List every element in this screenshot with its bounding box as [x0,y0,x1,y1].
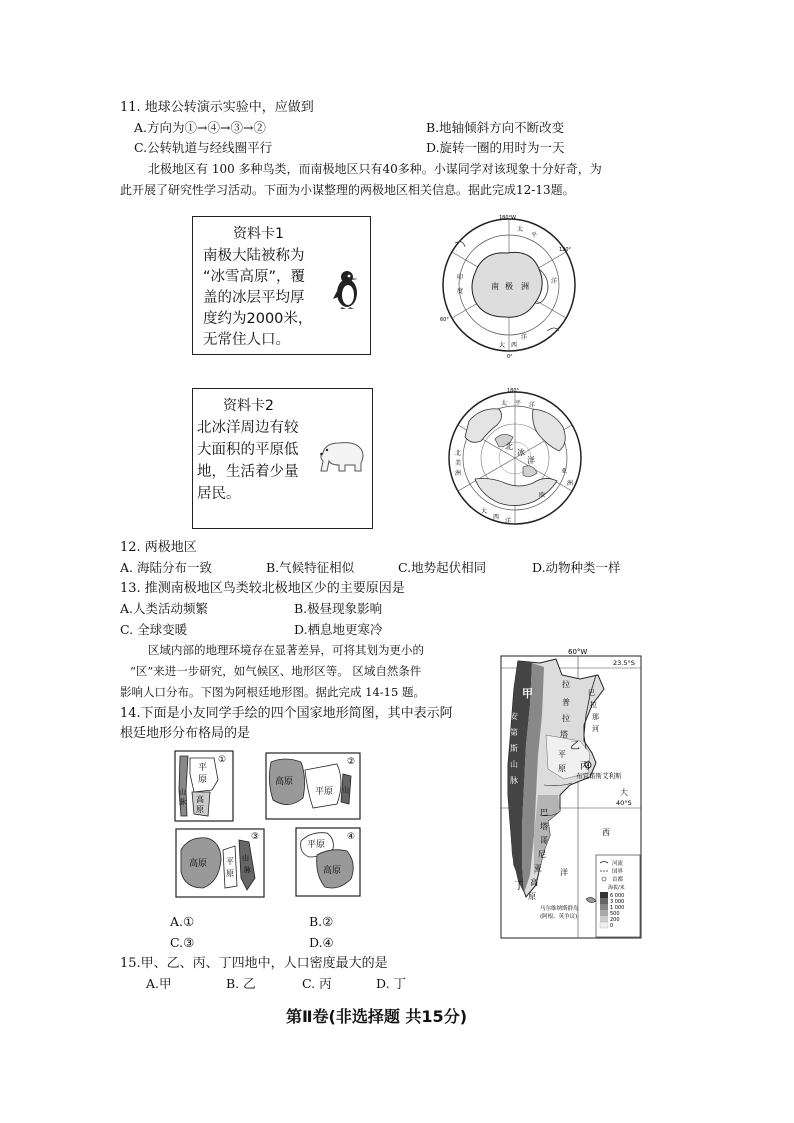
map-label: 60° [440,317,449,323]
q11-option-d: D.旋转一圈的用时为一天 [426,140,565,155]
card1-title: 资料卡1 [233,226,284,242]
card2-line: 大面积的平原低 [197,442,299,458]
place-label: 安 [510,712,518,721]
q12-stem: 12. 两极地区 [120,540,197,555]
map-label: 北 [505,442,513,451]
place-label: 哥 [540,836,548,845]
q15-option-a: A.甲 [146,976,172,991]
legend-elev: 3 000 [610,899,625,905]
intro-14-15-line2: “区”来进一步研究，如气候区、地形区等。 区域自然条件 [130,664,422,678]
legend-elev: 0 [610,923,614,929]
q14-option-a: A.① [170,914,195,929]
sketch-3 [175,828,265,898]
q14-option-d: D.④ [309,935,334,950]
place-label: 原 [528,892,536,901]
map-label: 洋 [527,456,535,465]
q11-option-a: A.方向为①→④→③→② [134,120,266,135]
sketch-label: 高原 [275,777,294,787]
penguin-icon [331,269,363,309]
map-label: 太 [517,226,524,233]
q14-stem-line1: 14.下面是小友同学手绘的四个国家地形简图，其中表示阿 [120,706,453,721]
map-label: 亚 [561,468,568,475]
legend-elev: 1 000 [610,905,625,911]
card1-line: 盖的冰层平均厚 [203,290,305,306]
sketch-number: ③ [251,832,260,842]
q13-stem: 13. 推测南极地区鸟类较北极地区少的主要原因是 [120,581,405,596]
map-label: 洲 [455,470,462,477]
sketch-label: 原 [198,775,208,785]
section-2-heading: 第Ⅱ卷(非选择题 共15分) [286,1007,468,1026]
map-label: 欧 [539,492,546,499]
intro-12-13-line2: 此开展了研究性学习活动。下面为小谋整理的两极地区相关信息。据此完成12-13题。 [120,183,575,197]
q13-option-a: A.人类活动频繁 [120,601,209,616]
region-label-bing: 丙 [580,761,590,772]
region-label-ding: 丁 [514,881,524,892]
sketch-label: 山 [179,788,186,796]
card1-line: 无常住人口。 [203,332,290,348]
intro-14-15-line3: 影响人口分布。下图为阿根廷地形图。据此完成 14-15 题。 [120,685,425,699]
q11-option-c: C.公转轨道与经线圈平行 [134,140,273,155]
capital-label: 布宜诺斯艾利斯 [576,772,622,780]
place-label: 塔 [540,822,548,831]
map-label: 洋 [521,334,528,341]
map-legend [596,855,640,937]
map-label: 美 [455,460,462,467]
legend-item: 河流 [612,861,624,867]
meridian-label: 60°W [568,648,588,656]
place-label: 高 [530,878,538,887]
antarctic-map [435,213,583,358]
map-label: 大 [499,342,506,349]
place-label: 拉 [590,701,597,709]
sketch-label: 平原 [307,840,326,850]
place-label: 原 [558,764,566,773]
place-label: 那 [592,713,599,721]
place-label: 巴 [540,808,548,817]
latitude-label: 40°S [616,799,632,807]
sketch-label: 高原 [189,859,208,869]
place-label: 巴 [588,689,595,697]
place-label: 河 [592,725,599,733]
sketch-2 [265,752,361,820]
map-label: 北 [455,450,462,457]
sketch-number: ④ [347,832,356,842]
map-label: 180° [507,388,520,394]
q13-option-b: B.极昼现象影响 [294,601,383,616]
sketch-label: 平 [198,763,208,773]
place-label: 洋 [560,868,568,877]
map-label: 洋 [551,278,558,285]
map-label: 平 [515,400,522,407]
sketch-number: ② [347,757,356,767]
sketch-label: 山 [342,786,349,794]
map-label: 度 [457,288,464,295]
place-label: 拉 [562,680,570,689]
place-label: 亚 [534,864,542,873]
sketch-label: 平原 [315,787,334,797]
place-label: 塔 [560,730,568,739]
map-label: 洲 [521,282,529,291]
place-label: 普 [562,698,570,707]
region-label-yi: 乙 [570,741,580,752]
q15-option-d: D. 丁 [376,976,407,991]
legend-item: 国界 [612,869,624,875]
q15-stem: 15.甲、乙、丙、丁四地中，人口密度最大的是 [120,956,388,971]
intro-14-15-line1: 区域内部的地理环境存在显著差异，可将其划为更小的 [148,643,424,657]
map-label: 太 [501,400,508,407]
q15-option-b: B. 乙 [226,976,256,991]
place-label: 平 [558,750,566,759]
q13-option-c: C. 全球变暖 [120,622,188,637]
map-label: 极 [505,282,513,291]
sketch-label: 原 [226,869,234,878]
sketch-1 [174,750,234,822]
card2-line: 居民。 [197,486,241,502]
sketch-label: 脉 [179,798,186,806]
q15-option-c: C. 丙 [302,976,332,991]
legend-elev: 500 [610,911,620,917]
latitude-label: 23.5°S [613,659,635,667]
intro-12-13-line1: 北极地区有 100 多种鸟类，而南极地区只有40多种。小谋同学对该现象十分好奇，为 [148,162,602,176]
card2-title: 资料卡2 [223,398,274,414]
info-card-2 [192,388,373,529]
place-label: 斯 [510,744,518,753]
sketch-number: ① [218,755,227,765]
place-label: 山 [510,760,518,769]
q12-option-d: D.动物种类一样 [532,560,621,575]
q14-stem-line2: 根廷地形分布格局的是 [120,726,251,741]
map-label: 南 [491,282,499,291]
map-label: 洲 [567,480,574,487]
legend-elev: 200 [610,917,620,923]
argentina-terrain-map [500,645,642,939]
card1-line: 度约为2000米， [203,311,313,327]
region-label-jia: 甲 [522,687,533,700]
map-label: 120° [559,247,572,253]
map-label: 西 [493,514,500,521]
q11-option-b: B.地轴倾斜方向不断改变 [426,120,565,135]
card2-line: 北冰洋周边有较 [197,420,299,436]
map-label: 大 [481,508,488,515]
map-label: 180°W [499,215,516,221]
map-label: 西 [511,342,518,349]
card1-line: 南极大陆被称为 [203,248,305,264]
map-label: 冰 [517,448,525,457]
sketch-label: 平 [226,857,234,866]
place-label: 大 [620,788,628,797]
q14-option-b: B.② [309,914,334,929]
q12-option-c: C.地势起伏相同 [398,560,487,575]
place-label: 脉 [510,776,518,785]
info-card-1 [192,216,371,355]
islands-note: (阿根、英争议) [540,914,578,920]
q13-option-d: D.栖息地更寒冷 [294,622,383,637]
sketch-label: 高原 [323,866,342,876]
polar-bear-icon [317,435,367,475]
sketch-4 [295,827,361,897]
map-label: 洋 [529,402,536,409]
q14-option-c: C.③ [170,935,195,950]
card1-line: “冰雪高原”，覆 [203,269,306,285]
legend-item: 首都 [612,877,624,883]
sketch-label: 脉 [244,866,251,874]
map-label: 平 [531,232,538,239]
place-label: 拉 [562,714,570,723]
place-label: 尼 [538,850,546,859]
legend-elev: 6 000 [610,893,625,899]
q11-stem: 11. 地球公转演示实验中，应做到 [120,100,314,115]
card2-line: 地，生活着少量 [197,464,299,480]
sketch-label: 原 [196,805,204,814]
q12-option-a: A. 海陆分布一致 [120,560,212,575]
arctic-map [441,385,589,531]
map-label: 印 [457,274,464,281]
map-label: 洋 [505,518,512,525]
legend-elev-title: 海拔/米 [608,885,625,891]
islands-label: 马尔维纳斯群岛 [540,906,579,912]
q12-option-b: B.气候特征相似 [266,560,355,575]
map-label: 0° [507,354,513,358]
place-label: 第 [510,728,518,737]
sketch-label: 山 [242,854,249,862]
place-label: 西 [602,828,610,837]
sketch-label: 高 [196,795,204,804]
